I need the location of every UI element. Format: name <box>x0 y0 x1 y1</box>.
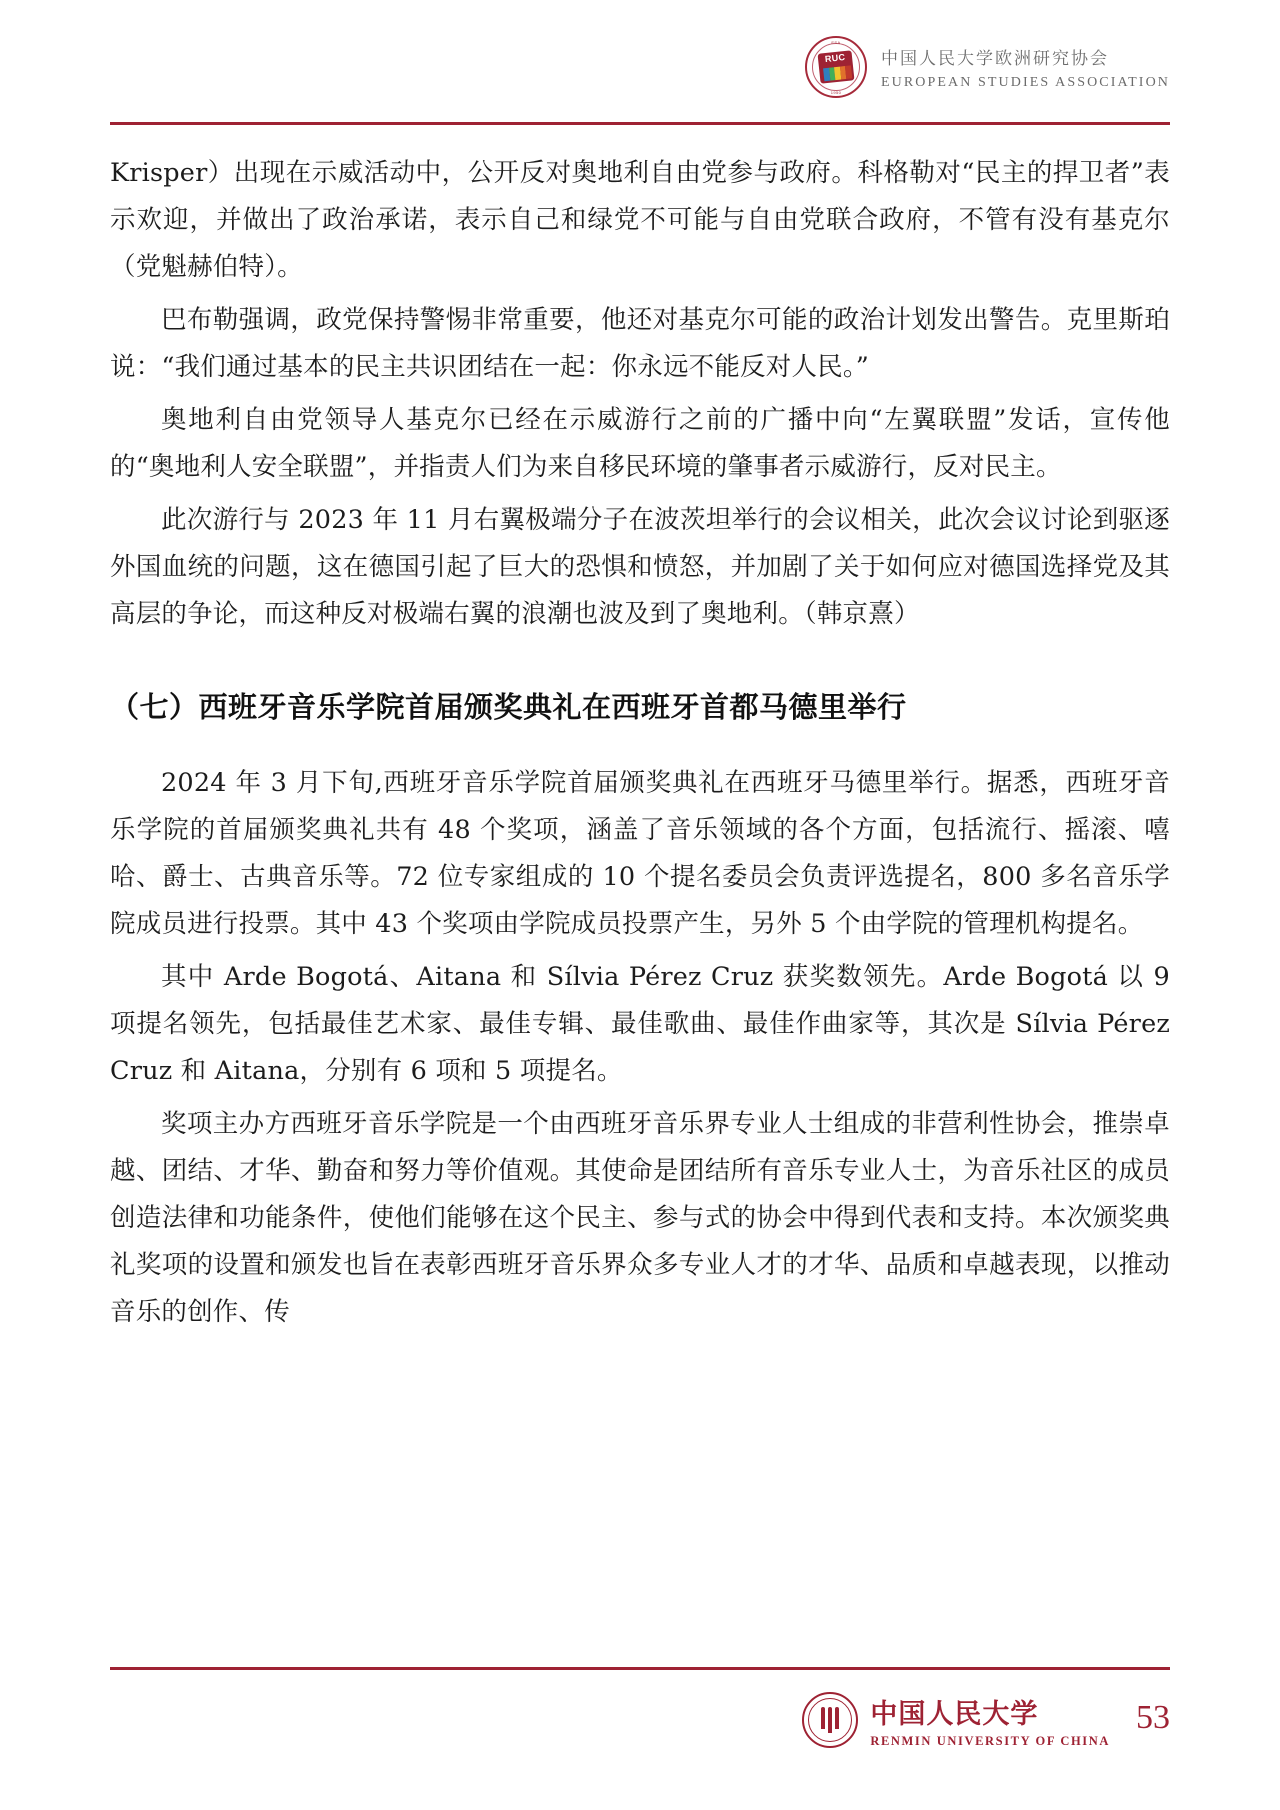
renmin-brand <box>802 1692 1110 1749</box>
seal-people-glyph <box>821 1707 839 1733</box>
footer-divider-rule <box>110 1667 1170 1670</box>
esa-name-en: EUROPEAN STUDIES ASSOCIATION <box>880 74 1170 90</box>
paragraph: Krisper）出现在示威活动中，公开反对奥地利自由党参与政府。科格勒对“民主的捍卫者”表示欢迎，并做出了政治承诺，表示自己和绿党不可能与自由党联合政府，不管有没有基克尔（党魁赫伯特）。 <box>110 158 1170 282</box>
page-number: 53 <box>1136 1699 1170 1736</box>
renmin-name-cn: 中国人民大学 <box>870 1698 1039 1730</box>
header-divider-rule <box>110 122 1170 125</box>
seal-micro-top: ESA <box>831 40 841 45</box>
esa-name-block <box>881 44 1170 91</box>
seal-card <box>817 50 854 83</box>
seal-stripes <box>823 65 852 81</box>
paragraph: 巴布勒强调，政党保持警惕非常重要，他还对基克尔可能的政治计划发出警告。克里斯珀说：“我们通过基本的民主共识团结在一起：你永远不能反对人民。” <box>110 305 1170 382</box>
paragraph: 2024 年 3 月下旬,西班牙音乐学院首届颁奖典礼在西班牙马德里举行。据悉，西班牙音乐学院的首届颁奖典礼共有 48 个奖项，涵盖了音乐领域的各个方面，包括流行、摇滚、嘻哈、爵士、古典音乐等。72 位专家组成的 10 个提名委员会负责评选提名，800 多名音乐学院成员进行投票。其中 43 个奖项由学院成员投票产生，另外 5 个由学院的管理机构提名。 <box>110 768 1170 939</box>
seal-micro-bottom: 1950 <box>830 90 842 95</box>
page-header <box>110 28 1170 106</box>
seal-ruc-text: RUC <box>824 52 846 65</box>
renmin-name-en: RENMIN UNIVERSITY OF CHINA <box>870 1733 1110 1748</box>
ruc-esa-seal-icon <box>805 36 867 98</box>
esa-brand <box>805 36 1170 98</box>
page-footer <box>110 1685 1170 1755</box>
document-content <box>110 150 1170 1650</box>
esa-name-cn: 中国人民大学欧洲研究协会 <box>880 48 1109 69</box>
renmin-name-block <box>870 1692 1110 1749</box>
section-heading: （七）西班牙音乐学院首届颁奖典礼在西班牙首都马德里举行 <box>110 690 907 724</box>
paragraph: 奖项主办方西班牙音乐学院是一个由西班牙音乐界专业人士组成的非营利性协会，推崇卓越、团结、才华、勤奋和努力等价值观。其使命是团结所有音乐专业人士，为音乐社区的成员创造法律和功能条件，使他们能够在这个民主、参与式的协会中得到代表和支持。本次颁奖典礼奖项的设置和颁发也旨在表彰西班牙音乐界众多专业人才的才华、品质和卓越表现，以推动音乐的创作、传 <box>110 1109 1170 1327</box>
paragraph: 奥地利自由党领导人基克尔已经在示威游行之前的广播中向“左翼联盟”发话，宣传他的“奥地利人安全联盟”，并指责人们为来自移民环境的肇事者示威游行，反对民主。 <box>110 405 1170 482</box>
renmin-university-seal-icon <box>802 1692 858 1748</box>
paragraph: 此次游行与 2023 年 11 月右翼极端分子在波茨坦举行的会议相关，此次会议讨论到驱逐外国血统的问题，这在德国引起了巨大的恐惧和愤怒，并加剧了关于如何应对德国选择党及其高层的争论，而这种反对极端右翼的浪潮也波及到了奥地利。（韩京熹） <box>110 505 1170 629</box>
paragraph: 其中 Arde Bogotá、Aitana 和 Sílvia Pérez Cruz 获奖数领先。Arde Bogotá 以 9 项提名领先，包括最佳艺术家、最佳专辑、最佳歌曲、最佳作曲家等，其次是 Sílvia Pérez Cruz 和 Aitana，分别有 6 项和 5 项提名。 <box>110 962 1170 1086</box>
